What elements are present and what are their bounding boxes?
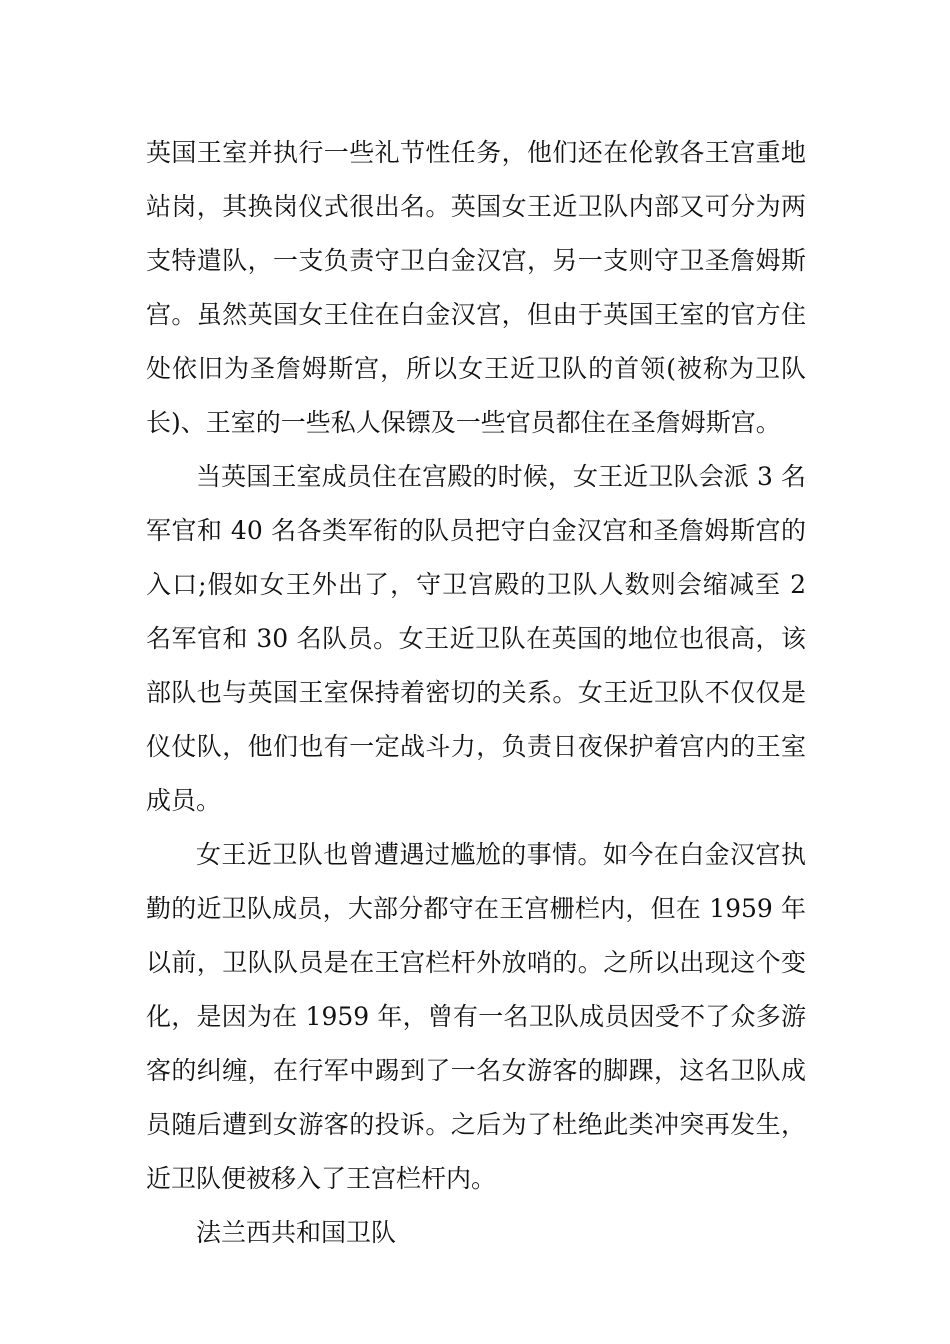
paragraph-guard-duty: 当英国王室成员住在宫殿的时候，女王近卫队会派 3 名军官和 40 名各类军衔的队员把守白金汉宫和圣詹姆斯宫的入口;假如女王外出了，守卫宫殿的卫队人数则会缩减至 2 名军官和 30 名队员。女王近卫队在英国的地位也很高，该部队也与英国王室保持着密切的关系。女王近卫队不仅仅是仪仗队，他们也有一定战斗力，负责日夜保护着宫内的王室成员。 — [146, 462, 806, 815]
section-heading: 法兰西共和国卫队 — [196, 1218, 397, 1247]
paragraph-incident-1959: 女王近卫队也曾遭遇过尴尬的事情。如今在白金汉宫执勤的近卫队成员，大部分都守在王宫栅栏内，但在 1959 年以前，卫队队员是在王宫栏杆外放哨的。之所以出现这个变化，是因为在 1959 年，曾有一名卫队成员因受不了众多游客的纠缠，在行军中踢到了一名女游客的脚踝，这名卫队成员随后遭到女游客的投诉。之后为了杜绝此类冲突再发生，近卫队便被移入了王宫栏杆内。 — [146, 840, 806, 1193]
paragraph-continuation: 英国王室并执行一些礼节性任务，他们还在伦敦各王宫重地站岗，其换岗仪式很出名。英国女王近卫队内部又可分为两支特遣队，一支负责守卫白金汉宫，另一支则守卫圣詹姆斯宫。虽然英国女王住在白金汉宫，但由于英国王室的官方住处依旧为圣詹姆斯宫，所以女王近卫队的首领(被称为卫队长)、王室的一些私人保镖及一些官员都住在圣詹姆斯宫。 — [146, 138, 806, 437]
document-body — [146, 126, 806, 1260]
